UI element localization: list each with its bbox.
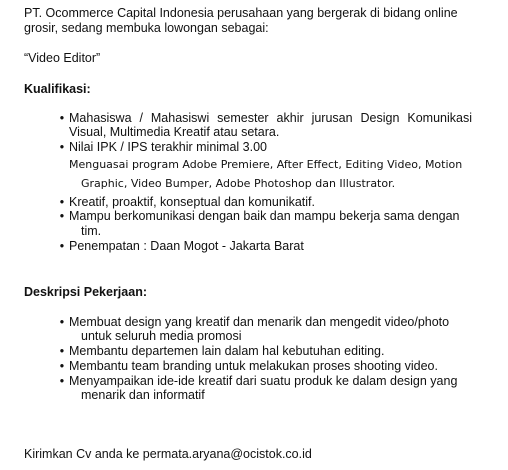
qualification-item-1-line-1: Mahasiswa / Mahasiswi semester akhir jurusan Design Komunikasi — [69, 111, 472, 125]
qualification-item-2-sub-line-2: Graphic, Video Bumper, Adobe Photoshop dan Illustrator. — [81, 177, 396, 190]
bullet: • — [59, 239, 65, 253]
job-description-item-2: Membantu departemen lain dalam hal kebutuhan editing. — [69, 344, 385, 358]
qualification-item-2-sub-line-1: Menguasai program Adobe Premiere, After Effect, Editing Video, Motion — [69, 158, 463, 171]
job-description-item-1-line-2: untuk seluruh media promosi — [81, 329, 242, 343]
qualification-item-3: Kreatif, proaktif, konseptual dan komunikatif. — [69, 195, 315, 209]
bullet: • — [59, 315, 65, 329]
qualification-item-4-line-1: Mampu berkomunikasi dengan baik dan mampu bekerja sama dengan — [69, 209, 460, 223]
position-title: “Video Editor” — [24, 51, 101, 65]
bullet: • — [59, 195, 65, 209]
qualification-item-4-line-2: tim. — [81, 224, 102, 238]
job-description-item-1-line-1: Membuat design yang kreatif dan menarik dan mengedit video/photo — [69, 315, 450, 329]
bullet: • — [59, 344, 65, 358]
job-description-item-4-line-1: Menyampaikan ide-ide kreatif dari suatu produk ke dalam design yang — [69, 374, 458, 388]
intro-line-1: PT. Ocommerce Capital Indonesia perusahaan yang bergerak di bidang online — [24, 6, 458, 20]
bullet: • — [59, 374, 65, 388]
qualification-item-2: Nilai IPK / IPS terakhir minimal 3.00 — [69, 140, 267, 154]
bullet: • — [59, 359, 65, 373]
qualifications-heading: Kualifikasi: — [24, 82, 91, 96]
bullet: • — [59, 209, 65, 223]
job-description-heading: Deskripsi Pekerjaan: — [24, 285, 147, 299]
bullet: • — [59, 140, 65, 154]
qualification-item-1-line-2: Visual, Multimedia Kreatif atau setara. — [69, 125, 280, 139]
contact-line: Kirimkan Cv anda ke permata.aryana@ocistok.co.id — [24, 447, 312, 461]
job-description-item-4-line-2: menarik dan informatif — [81, 388, 205, 402]
job-description-item-3: Membantu team branding untuk melakukan proses shooting video. — [69, 359, 438, 373]
bullet: • — [59, 111, 65, 125]
qualification-item-5: Penempatan : Daan Mogot - Jakarta Barat — [69, 239, 304, 253]
intro-line-2: grosir, sedang membuka lowongan sebagai: — [24, 21, 269, 35]
